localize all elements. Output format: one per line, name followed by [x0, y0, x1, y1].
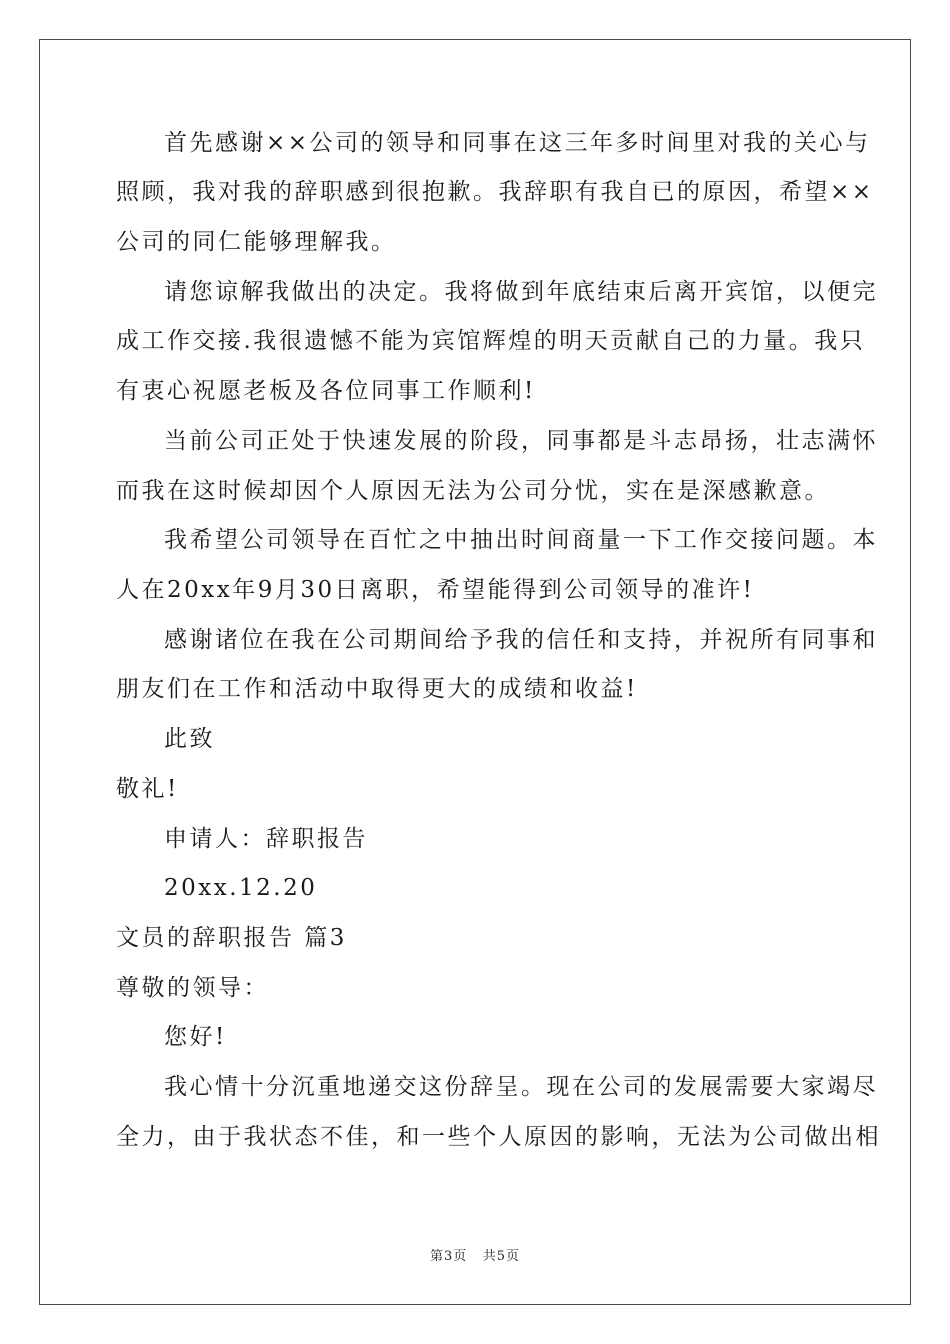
paragraph-4-line-1: 我希望公司领导在百忙之中抽出时间商量一下工作交接问题。本: [164, 527, 878, 553]
paragraph-4-line-2: 人在20xx年9月30日离职，希望能得到公司领导的准许!: [116, 577, 755, 603]
paragraph-1-line-1: 首先感谢××公司的领导和同事在这三年多时间里对我的关心与: [164, 130, 871, 156]
greeting-line: 尊敬的领导：: [116, 975, 269, 1001]
paragraph-1-line-2: 照顾，我对我的辞职感到很抱歉。我辞职有我自已的原因，希望××: [116, 179, 874, 205]
final-paragraph-line-1: 我心情十分沉重地递交这份辞呈。现在公司的发展需要大家竭尽: [164, 1074, 878, 1100]
paragraph-2-line-3: 有衷心祝愿老板及各位同事工作顺利!: [116, 378, 536, 404]
paragraph-5-line-1: 感谢诸位在我在公司期间给予我的信任和支持，并祝所有同事和: [164, 627, 878, 653]
page-footer: [0, 1245, 950, 1264]
page-number: 第3页: [430, 1249, 468, 1264]
salutation-jing-li: 敬礼!: [116, 776, 179, 802]
paragraph-3-line-1: 当前公司正处于快速发展的阶段，同事都是斗志昂扬，壮志满怀: [164, 428, 878, 454]
section-title: 文员的辞职报告 篇3: [116, 925, 347, 951]
date-line: 20xx.12.20: [164, 875, 318, 901]
paragraph-5-line-2: 朋友们在工作和活动中取得更大的成绩和收益!: [116, 676, 638, 702]
paragraph-3-line-2: 而我在这时候却因个人原因无法为公司分忧，实在是深感歉意。: [116, 478, 830, 504]
total-pages: 共5页: [482, 1249, 520, 1264]
salutation-ci-zhi: 此致: [164, 726, 215, 752]
hello-line: 您好!: [164, 1024, 227, 1050]
final-paragraph-line-2: 全力，由于我状态不佳，和一些个人原因的影响，无法为公司做出相: [116, 1124, 881, 1150]
paragraph-2-line-2: 成工作交接.我很遗憾不能为宾馆辉煌的明天贡献自己的力量。我只: [116, 328, 866, 354]
applicant-line: 申请人：辞职报告: [164, 826, 368, 852]
paragraph-2-line-1: 请您谅解我做出的决定。我将做到年底结束后离开宾馆，以便完: [164, 279, 878, 305]
paragraph-1-line-3: 公司的同仁能够理解我。: [116, 229, 397, 255]
